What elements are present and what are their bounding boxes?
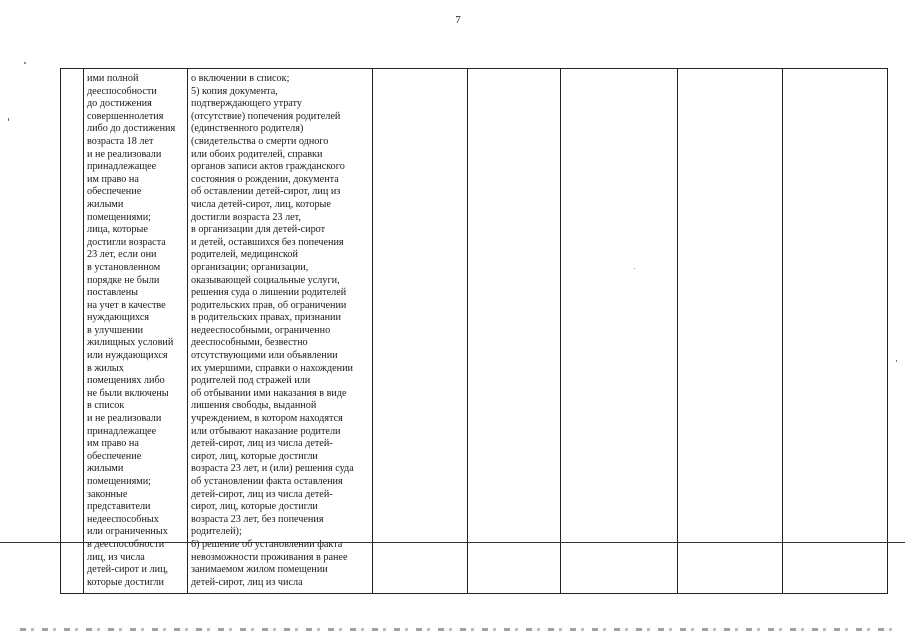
text-line: (отсутствие) попечения родителей — [191, 110, 341, 122]
text-line: в родительских правах, признании — [191, 312, 341, 324]
scan-line-artifact — [0, 542, 905, 543]
text-line: в организации для детей-сирот — [191, 224, 326, 236]
text-line: или нуждающихся — [87, 350, 168, 362]
text-line: или отбывают наказание родители — [191, 425, 341, 437]
text-line: или ограниченных — [87, 526, 168, 538]
text-line: решения суда о лишении родителей — [191, 287, 347, 299]
table-cell-empty — [468, 69, 561, 594]
text-line: либо до достижения — [87, 123, 176, 135]
text-line: детей-сирот, лиц из числа детей- — [191, 438, 333, 450]
table-cell-empty — [373, 69, 468, 594]
text-line: поставлены — [87, 287, 138, 299]
table-row — [61, 69, 888, 594]
text-line: принадлежащее — [87, 425, 157, 437]
text-line: сирот, лиц, которые достигли — [191, 501, 318, 513]
text-line: органов записи актов гражданского — [191, 161, 345, 173]
document-table — [60, 68, 888, 594]
text-line: обеспечение — [87, 450, 142, 462]
text-line: лишения свободы, выданной — [191, 400, 317, 412]
text-line: принадлежащее — [87, 161, 157, 173]
text-line: порядке не были — [87, 274, 160, 286]
text-line: 23 лет, если они — [87, 249, 157, 261]
text-line: их умершими, справки о нахождении — [191, 362, 354, 374]
text-line: помещениями; — [87, 476, 152, 487]
text-line: оказывающей социальные услуги, — [191, 274, 340, 286]
text-line: родителей); — [191, 526, 242, 538]
text-line: в установленном — [87, 261, 161, 273]
text-line: в список — [87, 400, 125, 412]
text-line: возраста 18 лет — [87, 135, 154, 147]
text-line: детей-сирот, лиц из числа детей- — [191, 488, 333, 500]
text-line: учреждением, в котором находятся — [191, 413, 343, 425]
table-cell-applicants — [84, 69, 188, 594]
scan-speck — [896, 360, 897, 362]
text-line: родителей под стражей или — [191, 375, 311, 387]
text-line: и детей, оставшихся без попечения — [191, 236, 344, 248]
text-line: помещениях либо — [87, 375, 165, 387]
text-line: законные — [87, 488, 128, 500]
text-line: лиц, из числа — [87, 551, 145, 563]
text-line: подтверждающего утрату — [191, 98, 302, 110]
table-cell-documents — [188, 69, 373, 594]
text-line: помещениями; — [87, 211, 152, 223]
scan-speck — [634, 268, 635, 269]
text-line: нуждающихся — [87, 312, 150, 324]
text-line: (свидетельства о смерти одного — [191, 135, 329, 147]
text-line: числа детей-сирот, лиц, которые — [191, 198, 331, 210]
text-line: детей-сирот и лиц, — [87, 564, 169, 576]
text-line: жилыми — [87, 198, 124, 210]
text-line: о включении в список; — [191, 73, 290, 84]
text-line: об установлении факта оставления — [191, 476, 343, 487]
text-line: им право на — [87, 173, 139, 185]
text-line: жилищных условий — [87, 337, 174, 349]
text-line: до достижения — [87, 98, 152, 110]
text-line: 5) копия документа, — [191, 85, 278, 97]
text-line: родителей, медицинской — [191, 249, 298, 261]
text-line: недееспособных — [87, 513, 159, 525]
text-line: в дееспособности — [87, 538, 165, 550]
text-line: родительских прав, об ограничении — [191, 299, 347, 311]
text-line: 6) решение об установлении факта — [191, 538, 343, 550]
text-line: и не реализовали — [87, 413, 162, 425]
text-line: им право на — [87, 438, 139, 450]
page-number: 7 — [455, 14, 461, 26]
text-line: достигли возраста — [87, 236, 166, 248]
scan-speck — [8, 118, 9, 121]
text-line: сирот, лиц, которые достигли — [191, 450, 318, 462]
text-line: об отбывании ими наказания в виде — [191, 387, 347, 399]
text-line: возраста 23 лет, и (или) решения суда — [191, 463, 354, 475]
text-line: невозможности проживания в ранее — [191, 551, 348, 563]
text-line: (единственного родителя) — [191, 123, 304, 135]
text-line: на учет в качестве — [87, 299, 166, 311]
text-line: лица, которые — [87, 224, 148, 236]
text-line: организации; организации, — [191, 261, 309, 273]
text-line: совершеннолетия — [87, 110, 164, 122]
table-cell-empty — [61, 69, 84, 594]
text-line: об оставлении детей-сирот, лиц из — [191, 186, 341, 198]
text-line: ими полной — [87, 73, 139, 84]
text-line: недееспособными, ограниченно — [191, 324, 331, 336]
text-line: не были включены — [87, 387, 169, 399]
text-line: или обоих родителей, справки — [191, 148, 323, 160]
scan-noise-artifact — [20, 628, 900, 631]
scan-speck — [24, 62, 26, 64]
applicants-text — [84, 69, 187, 589]
text-line: состояния о рождении, документа — [191, 173, 339, 185]
text-line: возраста 23 лет, без попечения — [191, 513, 324, 525]
table-cell-empty — [561, 69, 678, 594]
text-line: в улучшении — [87, 324, 144, 336]
text-line: представители — [87, 501, 151, 513]
table-cell-empty — [783, 69, 888, 594]
documents-text — [188, 69, 372, 589]
text-line: в жилых — [87, 362, 124, 374]
text-line: отсутствующими или объявлении — [191, 350, 338, 362]
text-line: достигли возраста 23 лет, — [191, 211, 301, 223]
text-line: дееспособными, безвестно — [191, 337, 308, 349]
text-line: занимаемом жилом помещении — [191, 564, 328, 576]
text-line: жилыми — [87, 463, 124, 475]
table-cell-empty — [678, 69, 783, 594]
text-line: и не реализовали — [87, 148, 162, 160]
text-line: дееспособности — [87, 85, 157, 97]
text-line: которые достигли — [87, 576, 164, 588]
text-line: детей-сирот, лиц из числа — [191, 576, 303, 588]
text-line: обеспечение — [87, 186, 142, 198]
